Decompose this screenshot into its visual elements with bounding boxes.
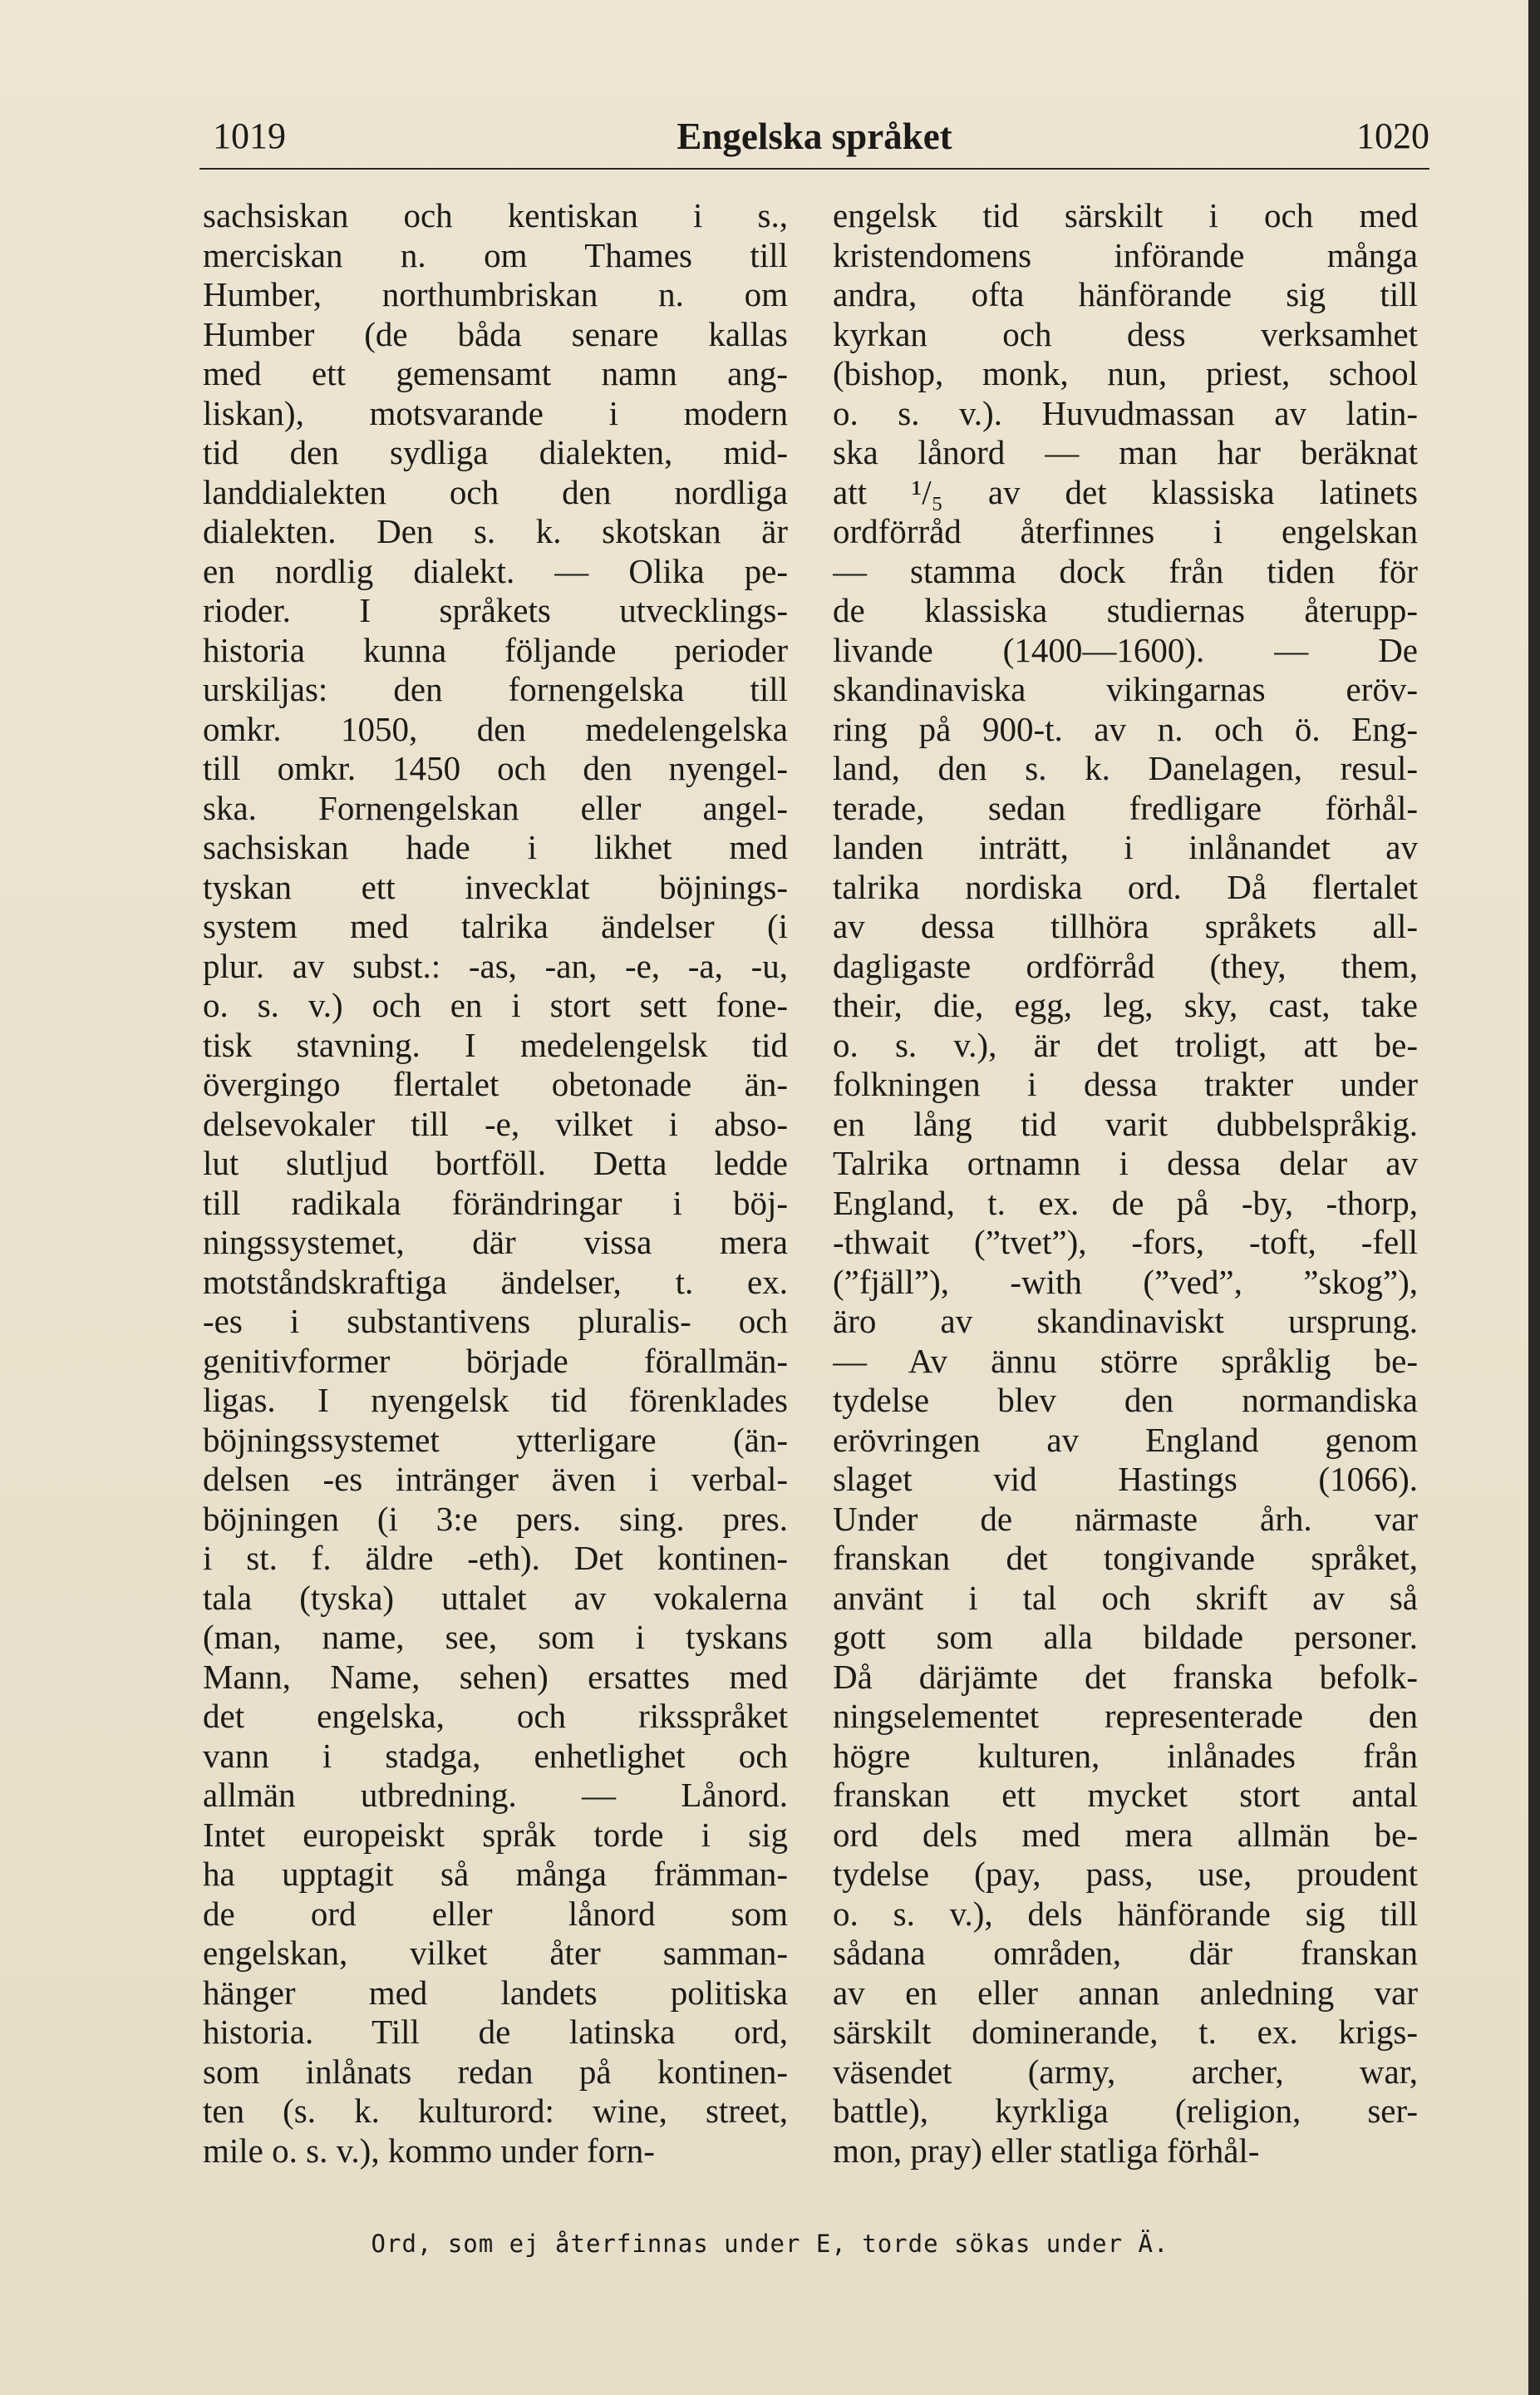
text-line: England, t. ex. de på -by, -thorp,: [833, 1183, 1418, 1222]
text-line: merciskan n. om Thames till: [203, 235, 788, 274]
text-line: lut slutljud bortföll. Detta ledde: [203, 1144, 788, 1182]
text-line: land, den s. k. Danelagen, resul-: [833, 749, 1418, 787]
text-line: ten (s. k. kulturord: wine, street,: [203, 2092, 788, 2130]
text-line: urskiljas: den fornengelska till: [203, 670, 788, 708]
text-line: plur. av subst.: -as, -an, -e, -a, -u,: [203, 946, 788, 985]
text-line: hänger med landets politiska: [203, 1973, 788, 2012]
text-line: av dessa tillhöra språkets all-: [833, 907, 1418, 945]
text-line: landdialekten och den nordliga: [203, 472, 788, 511]
text-line: omkr. 1050, den medelengelska: [203, 709, 788, 748]
text-line: battle), kyrkliga (religion, ser-: [833, 2092, 1418, 2130]
text-line: ha upptagit så många främman-: [203, 1855, 788, 1893]
text-line: dagligaste ordförråd (they, them,: [833, 946, 1418, 985]
text-line: ska lånord — man har beräknat: [833, 433, 1418, 471]
text-line: landen inträtt, i inlånandet av: [833, 828, 1418, 866]
text-line: till radikala förändringar i böj-: [203, 1183, 788, 1222]
page-number-right: 1020: [1356, 116, 1429, 156]
text-line: äro av skandinaviskt ursprung.: [833, 1302, 1418, 1340]
text-line: ring på 900-t. av n. och ö. Eng-: [833, 709, 1418, 748]
text-line: (”fjäll”), -with (”ved”, ”skog”),: [833, 1262, 1418, 1301]
text-line: som inlånats redan på kontinen-: [203, 2052, 788, 2091]
text-line: övergingo flertalet obetonade än-: [203, 1065, 788, 1103]
header-rule: [199, 168, 1429, 170]
text-line: Under de närmaste årh. var: [833, 1499, 1418, 1538]
text-line: — stamma dock från tiden för: [833, 551, 1418, 590]
page-number-left: 1019: [213, 116, 286, 156]
text-line: i st. f. äldre -eth). Det kontinen-: [203, 1539, 788, 1577]
text-line: rioder. I språkets utvecklings-: [203, 591, 788, 629]
text-line: tid den sydliga dialekten, mid-: [203, 433, 788, 471]
text-line: gott som alla bildade personer.: [833, 1618, 1418, 1656]
text-line: tydelse (pay, pass, use, proudent: [833, 1855, 1418, 1893]
text-line: liskan), motsvarande i modern: [203, 393, 788, 432]
text-line: ordförråd återfinnes i engelskan: [833, 512, 1418, 550]
text-line: sachsiskan och kentiskan i s.,: [203, 196, 788, 234]
text-line: Humber, northumbriskan n. om: [203, 275, 788, 313]
text-line: böjningen (i 3:e pers. sing. pres.: [203, 1499, 788, 1538]
text-line: vann i stadga, enhetlighet och: [203, 1736, 788, 1775]
text-line: system med talrika ändelser (i: [203, 907, 788, 945]
text-line: terade, sedan fredligare förhål-: [833, 788, 1418, 827]
text-column-left: [203, 196, 788, 2171]
text-line: tydelse blev den normandiska: [833, 1381, 1418, 1419]
text-line: slaget vid Hastings (1066).: [833, 1460, 1418, 1498]
text-line: delsen -es intränger även i verbal-: [203, 1460, 788, 1498]
text-line: erövringen av England genom: [833, 1420, 1418, 1459]
text-line: o. s. v.), dels hänförande sig till: [833, 1894, 1418, 1933]
footer-note: Ord, som ej återfinnas under E, torde sökas under Ä.: [371, 2230, 1169, 2258]
text-line: mon, pray) eller statliga förhål-: [833, 2131, 1260, 2170]
text-line: genitivformer började förallmän-: [203, 1341, 788, 1380]
text-line: o. s. v.). Huvudmassan av latin-: [833, 393, 1418, 432]
text-line: böjningssystemet ytterligare (än-: [203, 1420, 788, 1459]
page-edge: [1528, 0, 1540, 2395]
text-line: o. s. v.) och en i stort sett fone-: [203, 986, 788, 1024]
text-line: engelsk tid särskilt i och med: [833, 196, 1418, 234]
running-header: [199, 106, 1429, 165]
text-line: Intet europeiskt språk torde i sig: [203, 1815, 788, 1854]
text-line: historia kunna följande perioder: [203, 630, 788, 669]
text-line: engelskan, vilket åter samman-: [203, 1934, 788, 1972]
text-line: allmän utbredning. — Lånord.: [203, 1776, 788, 1814]
text-line: högre kulturen, inlånades från: [833, 1736, 1418, 1775]
text-line: särskilt dominerande, t. ex. krigs-: [833, 2013, 1418, 2051]
text-line: av en eller annan anledning var: [833, 1973, 1418, 2012]
text-line: Då därjämte det franska befolk-: [833, 1657, 1418, 1696]
text-line: livande (1400—1600). — De: [833, 630, 1418, 669]
text-line: historia. Till de latinska ord,: [203, 2013, 788, 2051]
text-line: — Av ännu större språklig be-: [833, 1341, 1418, 1380]
text-line: sådana områden, där franskan: [833, 1934, 1418, 1972]
text-line: att ¹/₅ av det klassiska latinets: [833, 472, 1418, 511]
text-line: franskan det tongivande språket,: [833, 1539, 1418, 1577]
text-line: motståndskraftiga ändelser, t. ex.: [203, 1262, 788, 1301]
text-line: -es i substantivens pluralis- och: [203, 1302, 788, 1340]
text-line: folkningen i dessa trakter under: [833, 1065, 1418, 1103]
text-line: mile o. s. v.), kommo under forn-: [203, 2131, 655, 2170]
text-line: -thwait (”tvet”), -fors, -toft, -fell: [833, 1223, 1418, 1261]
header-title: Engelska språket: [677, 116, 952, 157]
text-line: med ett gemensamt namn ang-: [203, 354, 788, 392]
text-line: tala (tyska) uttalet av vokalerna: [203, 1578, 788, 1617]
text-line: de ord eller lånord som: [203, 1894, 788, 1933]
text-line: ord dels med mera allmän be-: [833, 1815, 1418, 1854]
text-line: kyrkan och dess verksamhet: [833, 314, 1418, 353]
text-line: kristendomens införande många: [833, 235, 1418, 274]
text-line: (man, name, see, som i tyskans: [203, 1618, 788, 1656]
text-line: andra, ofta hänförande sig till: [833, 275, 1418, 313]
text-line: tyskan ett invecklat böjnings-: [203, 867, 788, 906]
text-line: skandinaviska vikingarnas eröv-: [833, 670, 1418, 708]
text-line: det engelska, och riksspråket: [203, 1697, 788, 1735]
text-line: Talrika ortnamn i dessa delar av: [833, 1144, 1418, 1182]
text-line: ningssystemet, där vissa mera: [203, 1223, 788, 1261]
text-column-right: [833, 196, 1418, 2171]
text-line: en lång tid varit dubbelspråkig.: [833, 1104, 1418, 1143]
text-line: talrika nordiska ord. Då flertalet: [833, 867, 1418, 906]
text-line: Mann, Name, sehen) ersattes med: [203, 1657, 788, 1696]
text-line: (bishop, monk, nun, priest, school: [833, 354, 1418, 392]
text-line: ska. Fornengelskan eller angel-: [203, 788, 788, 827]
text-line: franskan ett mycket stort antal: [833, 1776, 1418, 1814]
text-line: o. s. v.), är det troligt, att be-: [833, 1025, 1418, 1064]
text-line: dialekten. Den s. k. skotskan är: [203, 512, 788, 550]
text-line: väsendet (army, archer, war,: [833, 2052, 1418, 2091]
text-line: ligas. I nyengelsk tid förenklades: [203, 1381, 788, 1419]
text-line: delsevokaler till -e, vilket i abso-: [203, 1104, 788, 1143]
text-line: de klassiska studiernas återupp-: [833, 591, 1418, 629]
text-line: en nordlig dialekt. — Olika pe-: [203, 551, 788, 590]
text-line: använt i tal och skrift av så: [833, 1578, 1418, 1617]
text-line: Humber (de båda senare kallas: [203, 314, 788, 353]
text-line: till omkr. 1450 och den nyengel-: [203, 749, 788, 787]
text-line: tisk stavning. I medelengelsk tid: [203, 1025, 788, 1064]
text-line: sachsiskan hade i likhet med: [203, 828, 788, 866]
text-line: ningselementet representerade den: [833, 1697, 1418, 1735]
text-line: their, die, egg, leg, sky, cast, take: [833, 986, 1418, 1024]
